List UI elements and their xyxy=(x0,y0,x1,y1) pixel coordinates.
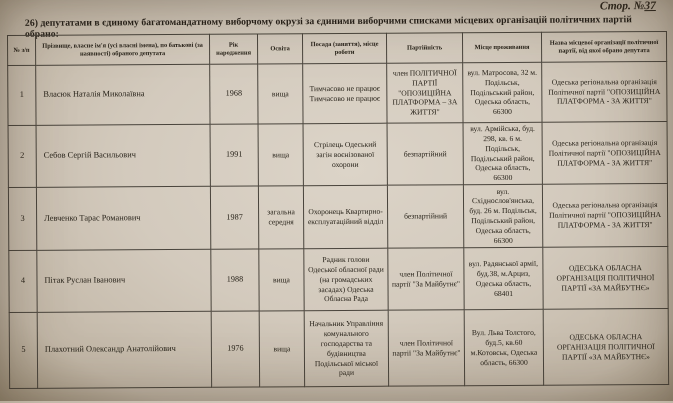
cell-education: загальна середня xyxy=(258,186,303,249)
cell-residence: Вул. Льва Толстого, буд.5, кв.60 м.Котовськ, Одеська область, 66300 xyxy=(464,309,543,385)
cell-num: 4 xyxy=(9,250,37,312)
cell-organization: Одеська регіональна організація Політичної партії "ОПОЗИЦІЙНА ПЛАТФОРМА - ЗА ЖИТТЯ" xyxy=(542,184,667,248)
table-header-row xyxy=(7,31,666,65)
cell-num: 3 xyxy=(8,187,36,250)
header-education: Освіта xyxy=(257,34,302,64)
cell-birth-year: 1987 xyxy=(210,186,258,249)
header-organization: Назва місцевої організації політичної партії, від якої обрано депутата xyxy=(541,31,666,62)
cell-residence: вул. Армійська, буд. 298, кв. 6 м. Подільськ, Подільський район, Одеська область, 66300 xyxy=(463,122,542,185)
table-row xyxy=(8,184,667,251)
table-row xyxy=(8,121,667,187)
cell-position: Тимчасово не працює Тимчасово не працює xyxy=(303,63,387,124)
cell-name: Пітак Руслан Іванович xyxy=(37,249,211,312)
cell-party: безпартійний xyxy=(387,123,463,186)
header-party: Партійність xyxy=(386,33,462,63)
cell-education: вища xyxy=(258,64,303,124)
cell-name: Себов Сергій Васильович xyxy=(36,124,210,187)
cell-position: Радник голови Одеської обласної ради (на громадських засадах) Одеська Обласна Рада xyxy=(304,248,388,311)
header-num: № з/п xyxy=(7,35,35,65)
cell-residence: вул. Радянської армії, буд.38, м.Арциз, Одеська область, 68401 xyxy=(464,247,543,309)
table-row xyxy=(9,247,668,313)
cell-party: член ПОЛІТИЧНОЇ ПАРТІЇ "ОПОЗИЦІЙНА ПЛАТФОРМА – ЗА ЖИТТЯ" xyxy=(387,63,463,123)
page-number-value: 37 xyxy=(644,0,656,13)
cell-num: 1 xyxy=(8,65,36,125)
cell-birth-year: 1991 xyxy=(210,124,258,186)
cell-num: 5 xyxy=(9,312,37,388)
cell-organization: ОДЕСЬКА ОБЛАСНА ОРГАНІЗАЦІЯ ПОЛІТИЧНОЇ ПАРТІЇ «ЗА МАЙБУТНЄ» xyxy=(543,309,668,386)
header-residence: Місце проживання xyxy=(462,32,541,62)
header-birth-year: Рік народження xyxy=(209,34,257,64)
page-number-label: Стор. № xyxy=(599,0,645,13)
cell-education: вища xyxy=(258,124,303,186)
table-row xyxy=(8,61,667,125)
header-position: Посада (заняття), місце роботи xyxy=(302,33,386,64)
cell-organization: Одеська регіональна організація Політичної партії "ОПОЗИЦІЙНА ПЛАТФОРМА - ЗА ЖИТТЯ" xyxy=(542,61,667,122)
cell-name: Власюк Наталія Миколаївна xyxy=(36,64,210,125)
header-name: Прізвище, власне ім'я (усі власні імена), по батькові (за наявності) обраного депутата xyxy=(35,34,209,65)
cell-name: Плахотний Олександр Анатолійович xyxy=(37,311,211,388)
cell-position: Стрілець Одеський загін воєнізованої охорони xyxy=(303,123,387,186)
cell-residence: вул. Матросова, 32 м. Подільськ, Подільський район, Одеська область, 66300 xyxy=(463,62,542,122)
cell-position: Начальник Управління комунального господарства та будівництва Подільської міської ради xyxy=(304,310,388,387)
cell-party: член Політичної партії "За Майбутнє" xyxy=(388,248,464,310)
cell-party: безпартійний xyxy=(387,185,463,248)
cell-num: 2 xyxy=(8,125,36,187)
cell-birth-year: 1968 xyxy=(210,64,258,124)
cell-position: Охоронець Квартирно-експлуатаційний відділ xyxy=(303,185,387,249)
cell-party: член Політичної партії "За Майбутнє" xyxy=(388,310,464,386)
cell-education: вища xyxy=(259,311,304,387)
page-number xyxy=(600,0,656,12)
cell-organization: ОДЕСЬКА ОБЛАСНА ОРГАНІЗАЦІЯ ПОЛІТИЧНОЇ ПАРТІЇ «ЗА МАЙБУТНЄ» xyxy=(543,247,668,310)
document-title: 26) депутатами в єдиному багатомандатному виборчому окрузі за єдиними виборчими списками місцевих організацій політичних партій обрано: xyxy=(24,14,632,40)
cell-name: Левченко Тарас Романович xyxy=(36,186,210,250)
cell-birth-year: 1976 xyxy=(211,311,259,387)
cell-education: вища xyxy=(259,249,304,311)
cell-residence: вул. Східнослов'янська, буд. 26 м. Подільськ, Подільський район, Одеська область, 66300 xyxy=(463,184,542,247)
cell-organization: Одеська регіональна організація Політичної партії "ОПОЗИЦІЙНА ПЛАТФОРМА - ЗА ЖИТТЯ" xyxy=(542,121,667,184)
deputies-table xyxy=(7,31,669,389)
table-row xyxy=(9,309,668,389)
cell-birth-year: 1988 xyxy=(211,249,259,311)
